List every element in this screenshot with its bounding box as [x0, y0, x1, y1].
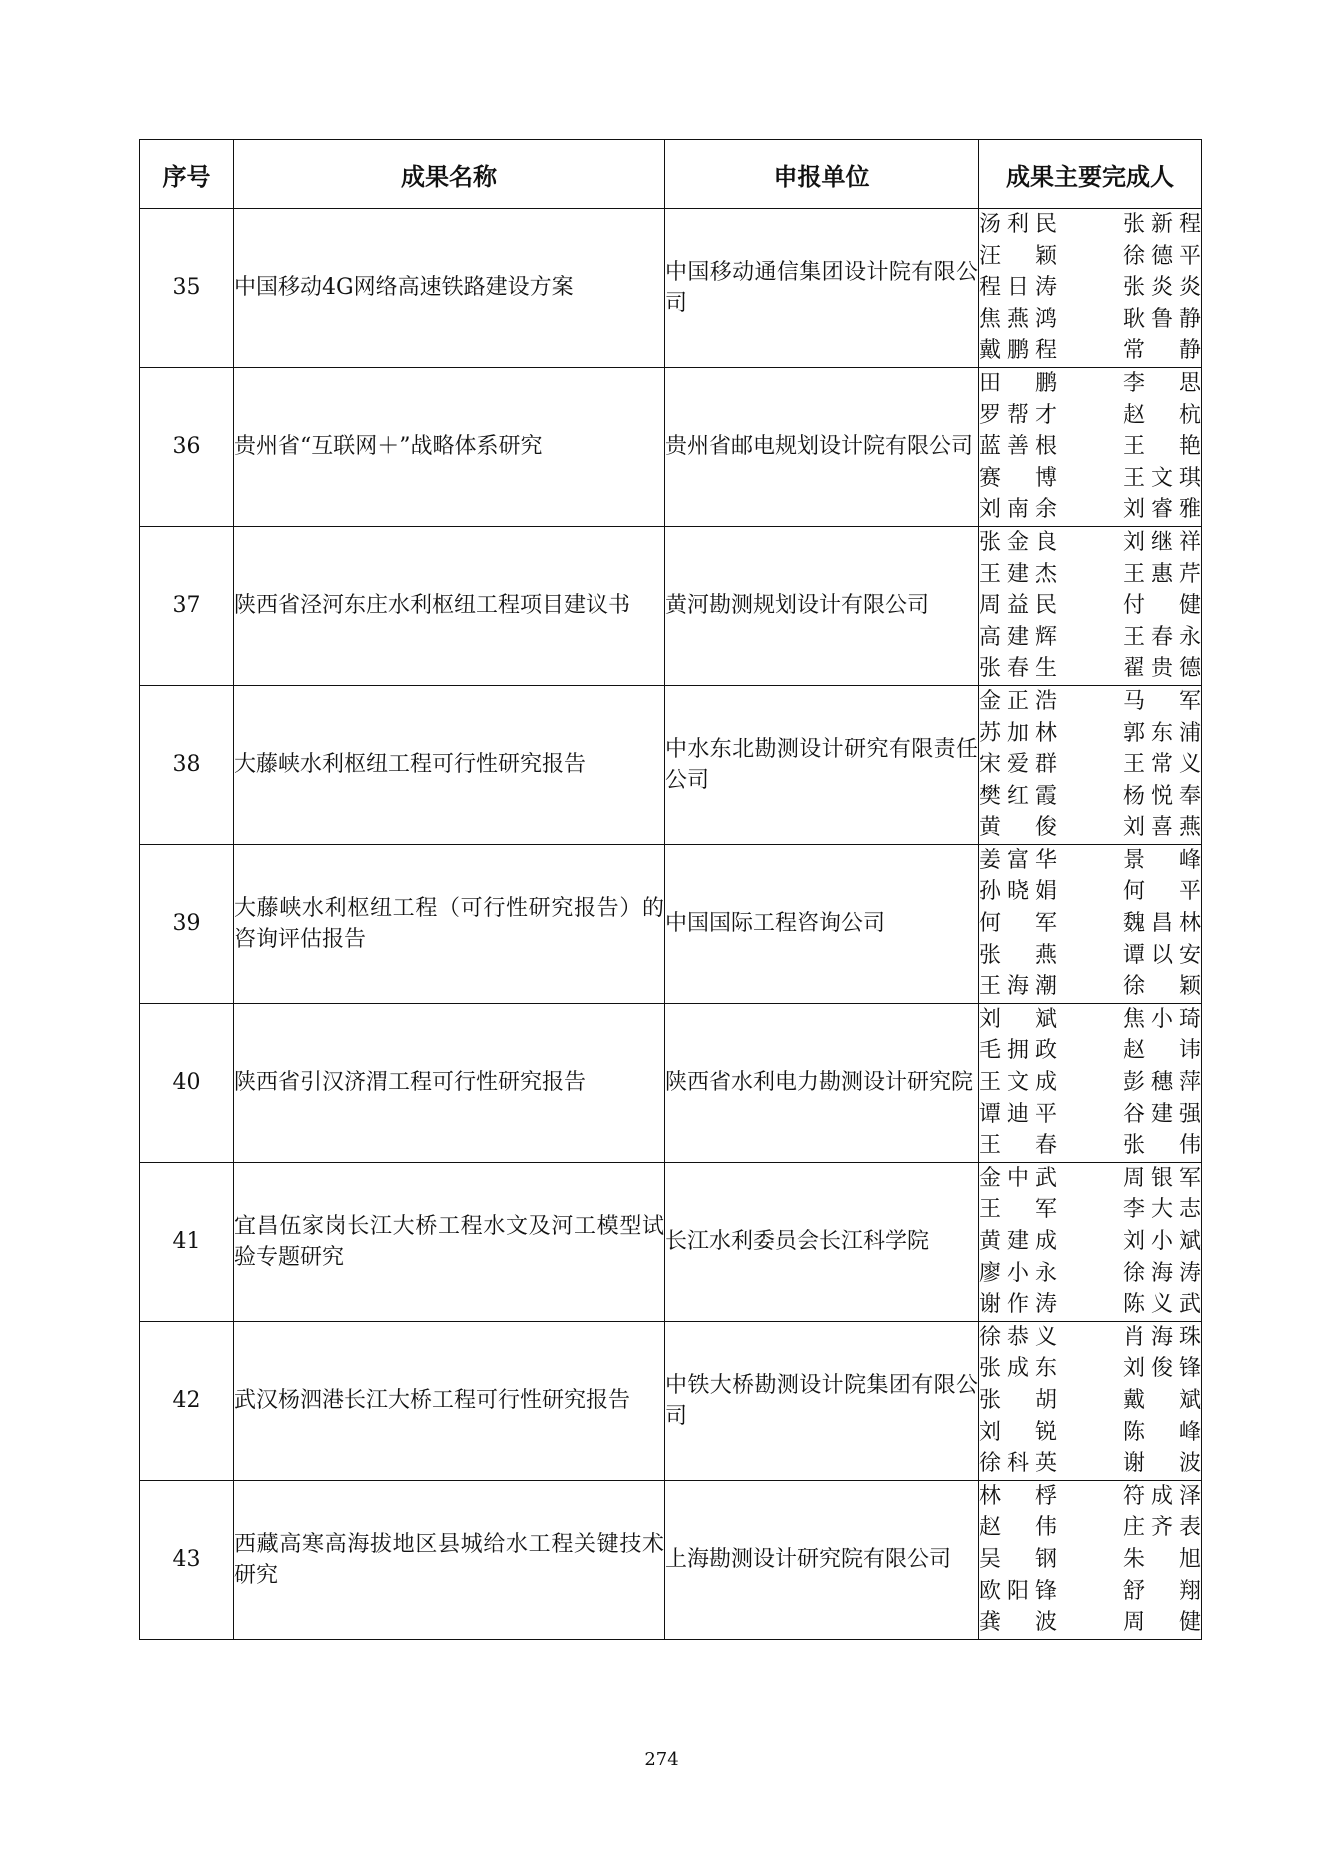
contributor-pair — [979, 272, 1201, 304]
contributor-name: 周益民 — [979, 593, 1057, 619]
contributors-cell — [979, 1321, 1202, 1480]
contributor-name: 王建杰 — [979, 561, 1057, 587]
contributor-name: 陈义武 — [1123, 1292, 1201, 1318]
achievement-name-cell: 武汉杨泗港长江大桥工程可行性研究报告 — [234, 1321, 665, 1480]
contributor-name: 舒 翔 — [1123, 1578, 1201, 1604]
achievement-name-cell: 中国移动4G网络高速铁路建设方案 — [234, 209, 665, 368]
contributor-pair — [979, 1226, 1201, 1258]
table-row — [140, 526, 1202, 685]
contributor-pair — [979, 494, 1201, 526]
contributor-name: 金正浩 — [979, 688, 1057, 714]
contributor-pair — [979, 1130, 1201, 1162]
contributor-name: 肖海珠 — [1123, 1324, 1201, 1350]
header-serial-number: 序号 — [140, 140, 234, 209]
contributor-name: 李 思 — [1123, 370, 1201, 396]
contributor-pair — [979, 1417, 1201, 1449]
contributor-name: 姜富华 — [979, 847, 1057, 873]
contributor-name: 景 峰 — [1123, 847, 1201, 873]
contributor-pair — [979, 241, 1201, 273]
contributors-cell — [979, 685, 1202, 844]
table-row — [140, 844, 1202, 1003]
contributor-name: 谢作涛 — [979, 1292, 1057, 1318]
applicant-unit-cell: 长江水利委员会长江科学院 — [665, 1162, 979, 1321]
contributor-pair — [979, 1607, 1201, 1639]
contributor-name: 戴鹏程 — [979, 338, 1057, 364]
contributor-name: 黄建成 — [979, 1229, 1057, 1254]
serial-number-cell: 39 — [140, 844, 234, 1003]
applicant-unit-cell: 黄河勘测规划设计有限公司 — [665, 526, 979, 685]
contributor-name: 杨悦奉 — [1123, 783, 1201, 809]
contributor-name: 刘 斌 — [979, 1006, 1057, 1032]
table-row — [140, 209, 1202, 368]
applicant-unit-cell: 中铁大桥勘测设计院集团有限公司 — [665, 1321, 979, 1480]
contributor-pair — [979, 304, 1201, 336]
contributor-name: 郭东浦 — [1123, 720, 1201, 746]
contributor-name: 徐海涛 — [1123, 1260, 1201, 1286]
contributor-pair — [979, 1289, 1201, 1321]
contributor-pair — [979, 1353, 1201, 1385]
contributor-pair — [979, 559, 1201, 591]
contributor-pair — [979, 1099, 1201, 1131]
header-applicant-unit: 申报单位 — [665, 140, 979, 209]
contributor-name: 刘 锐 — [979, 1419, 1057, 1445]
contributor-name: 王惠芹 — [1123, 561, 1201, 587]
achievement-name-cell: 贵州省“互联网＋”战略体系研究 — [234, 367, 665, 526]
contributor-name: 苏加林 — [979, 720, 1057, 746]
contributor-pair — [979, 908, 1201, 940]
contributor-name: 蓝善根 — [979, 434, 1057, 460]
contributor-name: 李大志 — [1123, 1197, 1201, 1223]
contributor-name: 周 健 — [1123, 1610, 1201, 1636]
contributor-pair — [979, 209, 1201, 241]
table-row — [140, 1162, 1202, 1321]
contributor-name: 朱 旭 — [1123, 1546, 1201, 1572]
contributor-name: 何 平 — [1123, 879, 1201, 905]
contributor-name: 田 鹏 — [979, 370, 1057, 396]
serial-number-cell: 38 — [140, 685, 234, 844]
serial-number-cell: 36 — [140, 367, 234, 526]
contributor-name: 王 军 — [979, 1197, 1057, 1223]
contributor-name: 宋爱群 — [979, 752, 1057, 778]
contributor-name: 王文成 — [979, 1070, 1057, 1096]
achievement-name-cell: 宜昌伍家岗长江大桥工程水文及河工模型试验专题研究 — [234, 1162, 665, 1321]
contributor-name: 王春永 — [1123, 624, 1201, 650]
applicant-unit-cell: 上海勘测设计研究院有限公司 — [665, 1480, 979, 1639]
contributor-pair — [979, 812, 1201, 844]
contributor-name: 赵 杭 — [1123, 402, 1201, 428]
contributor-pair — [979, 1258, 1201, 1290]
contributor-pair — [979, 1035, 1201, 1067]
contributor-pair — [979, 971, 1201, 1003]
contributors-cell — [979, 209, 1202, 368]
contributor-name: 张 胡 — [979, 1387, 1057, 1413]
contributor-name: 耿鲁静 — [1123, 306, 1201, 332]
contributor-name: 汪 颖 — [979, 243, 1057, 269]
page-number: 274 — [644, 1749, 679, 1770]
contributor-pair — [979, 1004, 1201, 1036]
contributor-pair — [979, 1481, 1201, 1513]
contributors-cell — [979, 1003, 1202, 1162]
contributor-name: 谷建强 — [1123, 1101, 1201, 1127]
table-header-row — [140, 140, 1202, 209]
contributor-name: 林 桴 — [979, 1483, 1057, 1509]
contributor-pair — [979, 527, 1201, 559]
serial-number-cell: 35 — [140, 209, 234, 368]
achievement-name-cell: 陕西省泾河东庄水利枢纽工程项目建议书 — [234, 526, 665, 685]
contributor-name: 翟贵德 — [1123, 656, 1201, 682]
contributor-pair — [979, 1067, 1201, 1099]
table-row — [140, 1003, 1202, 1162]
contributor-name: 周银军 — [1123, 1165, 1201, 1191]
serial-number-cell: 43 — [140, 1480, 234, 1639]
contributor-name: 王 艳 — [1123, 434, 1201, 460]
achievement-name-cell: 大藤峡水利枢纽工程可行性研究报告 — [234, 685, 665, 844]
contributor-name: 徐恭义 — [979, 1324, 1057, 1350]
contributor-name: 吴 钢 — [979, 1546, 1057, 1572]
contributor-pair — [979, 368, 1201, 400]
contributors-cell — [979, 1162, 1202, 1321]
contributor-name: 张春生 — [979, 656, 1057, 682]
contributor-pair — [979, 431, 1201, 463]
applicant-unit-cell: 贵州省邮电规划设计院有限公司 — [665, 367, 979, 526]
contributor-pair — [979, 1322, 1201, 1354]
header-main-contributors: 成果主要完成人 — [979, 140, 1202, 209]
contributor-name: 刘小斌 — [1123, 1229, 1201, 1254]
contributor-name: 张成东 — [979, 1356, 1057, 1382]
contributor-pair — [979, 463, 1201, 495]
achievement-name-cell: 大藤峡水利枢纽工程（可行性研究报告）的咨询评估报告 — [234, 844, 665, 1003]
achievement-name-cell: 西藏高寒高海拔地区县城给水工程关键技术研究 — [234, 1480, 665, 1639]
header-achievement-name: 成果名称 — [234, 140, 665, 209]
applicant-unit-cell: 中国移动通信集团设计院有限公司 — [665, 209, 979, 368]
contributor-name: 刘俊锋 — [1123, 1356, 1201, 1382]
contributor-name: 常 静 — [1123, 338, 1201, 364]
contributor-name: 樊红霞 — [979, 783, 1057, 809]
contributor-pair — [979, 1448, 1201, 1480]
applicant-unit-cell: 中国国际工程咨询公司 — [665, 844, 979, 1003]
table-row — [140, 367, 1202, 526]
contributor-name: 张金良 — [979, 529, 1057, 555]
contributor-name: 徐科英 — [979, 1451, 1057, 1477]
contributor-name: 黄 俊 — [979, 815, 1057, 841]
contributor-name: 廖小永 — [979, 1260, 1057, 1286]
contributor-pair — [979, 1512, 1201, 1544]
table-row — [140, 1480, 1202, 1639]
applicant-unit-cell: 陕西省水利电力勘测设计研究院 — [665, 1003, 979, 1162]
contributor-name: 罗帮才 — [979, 402, 1057, 428]
contributor-pair — [979, 940, 1201, 972]
contributor-pair — [979, 1576, 1201, 1608]
contributor-name: 毛拥政 — [979, 1038, 1057, 1064]
contributor-pair — [979, 1544, 1201, 1576]
contributor-name: 王文琪 — [1123, 465, 1201, 491]
contributor-name: 孙晓娟 — [979, 879, 1057, 905]
contributor-name: 庄齐表 — [1123, 1515, 1201, 1541]
contributor-name: 符成泽 — [1123, 1483, 1201, 1509]
table-row — [140, 1321, 1202, 1480]
contributor-name: 焦小琦 — [1123, 1006, 1201, 1032]
contributor-name: 谭以安 — [1123, 942, 1201, 968]
contributor-pair — [979, 718, 1201, 750]
contributor-name: 刘喜燕 — [1123, 815, 1201, 841]
contributor-name: 徐 颖 — [1123, 974, 1201, 1000]
contributor-name: 张炎炎 — [1123, 275, 1201, 301]
contributor-name: 赵 伟 — [979, 1515, 1057, 1541]
contributor-name: 龚 波 — [979, 1610, 1057, 1636]
contributor-pair — [979, 876, 1201, 908]
contributors-cell — [979, 1480, 1202, 1639]
contributor-name: 赛 博 — [979, 465, 1057, 491]
contributor-name: 付 健 — [1123, 593, 1201, 619]
contributor-name: 彭穗萍 — [1123, 1070, 1201, 1096]
contributor-name: 魏昌林 — [1123, 911, 1201, 937]
contributor-name: 王 春 — [979, 1133, 1057, 1159]
applicant-unit-cell: 中水东北勘测设计研究有限责任公司 — [665, 685, 979, 844]
contributor-name: 欧阳锋 — [979, 1578, 1057, 1604]
contributor-name: 张新程 — [1123, 212, 1201, 237]
contributor-pair — [979, 400, 1201, 432]
contributor-name: 张 燕 — [979, 942, 1057, 968]
contributor-name: 刘继祥 — [1123, 529, 1201, 555]
contributor-name: 何 军 — [979, 911, 1057, 937]
contributor-name: 刘南余 — [979, 497, 1057, 523]
contributor-name: 戴 斌 — [1123, 1387, 1201, 1413]
contributor-name: 汤利民 — [979, 212, 1057, 237]
table-row — [140, 685, 1202, 844]
serial-number-cell: 42 — [140, 1321, 234, 1480]
contributor-name: 陈 峰 — [1123, 1419, 1201, 1445]
contributor-pair — [979, 622, 1201, 654]
contributor-name: 赵 讳 — [1123, 1038, 1201, 1064]
contributor-name: 高建辉 — [979, 624, 1057, 650]
contributor-pair — [979, 1194, 1201, 1226]
contributors-cell — [979, 526, 1202, 685]
contributor-name: 王海潮 — [979, 974, 1057, 1000]
achievement-name-cell: 陕西省引汉济渭工程可行性研究报告 — [234, 1003, 665, 1162]
contributor-name: 金中武 — [979, 1165, 1057, 1191]
contributors-cell — [979, 367, 1202, 526]
contributor-pair — [979, 781, 1201, 813]
contributor-name: 马 军 — [1123, 688, 1201, 714]
contributor-pair — [979, 335, 1201, 367]
contributor-name: 谢 波 — [1123, 1451, 1201, 1477]
serial-number-cell: 37 — [140, 526, 234, 685]
contributor-name: 张 伟 — [1123, 1133, 1201, 1159]
contributor-pair — [979, 653, 1201, 685]
contributor-pair — [979, 686, 1201, 718]
contributor-name: 王常义 — [1123, 752, 1201, 778]
contributor-name: 谭迪平 — [979, 1101, 1057, 1127]
contributor-pair — [979, 1385, 1201, 1417]
awards-table — [139, 139, 1202, 1640]
serial-number-cell: 41 — [140, 1162, 234, 1321]
contributor-pair — [979, 749, 1201, 781]
contributor-pair — [979, 590, 1201, 622]
contributor-pair — [979, 845, 1201, 877]
contributor-pair — [979, 1163, 1201, 1195]
contributor-name: 刘睿雅 — [1123, 497, 1201, 523]
contributor-name: 徐德平 — [1123, 243, 1201, 269]
contributor-name: 程日涛 — [979, 275, 1057, 301]
serial-number-cell: 40 — [140, 1003, 234, 1162]
contributor-name: 焦燕鸿 — [979, 306, 1057, 332]
contributors-cell — [979, 844, 1202, 1003]
